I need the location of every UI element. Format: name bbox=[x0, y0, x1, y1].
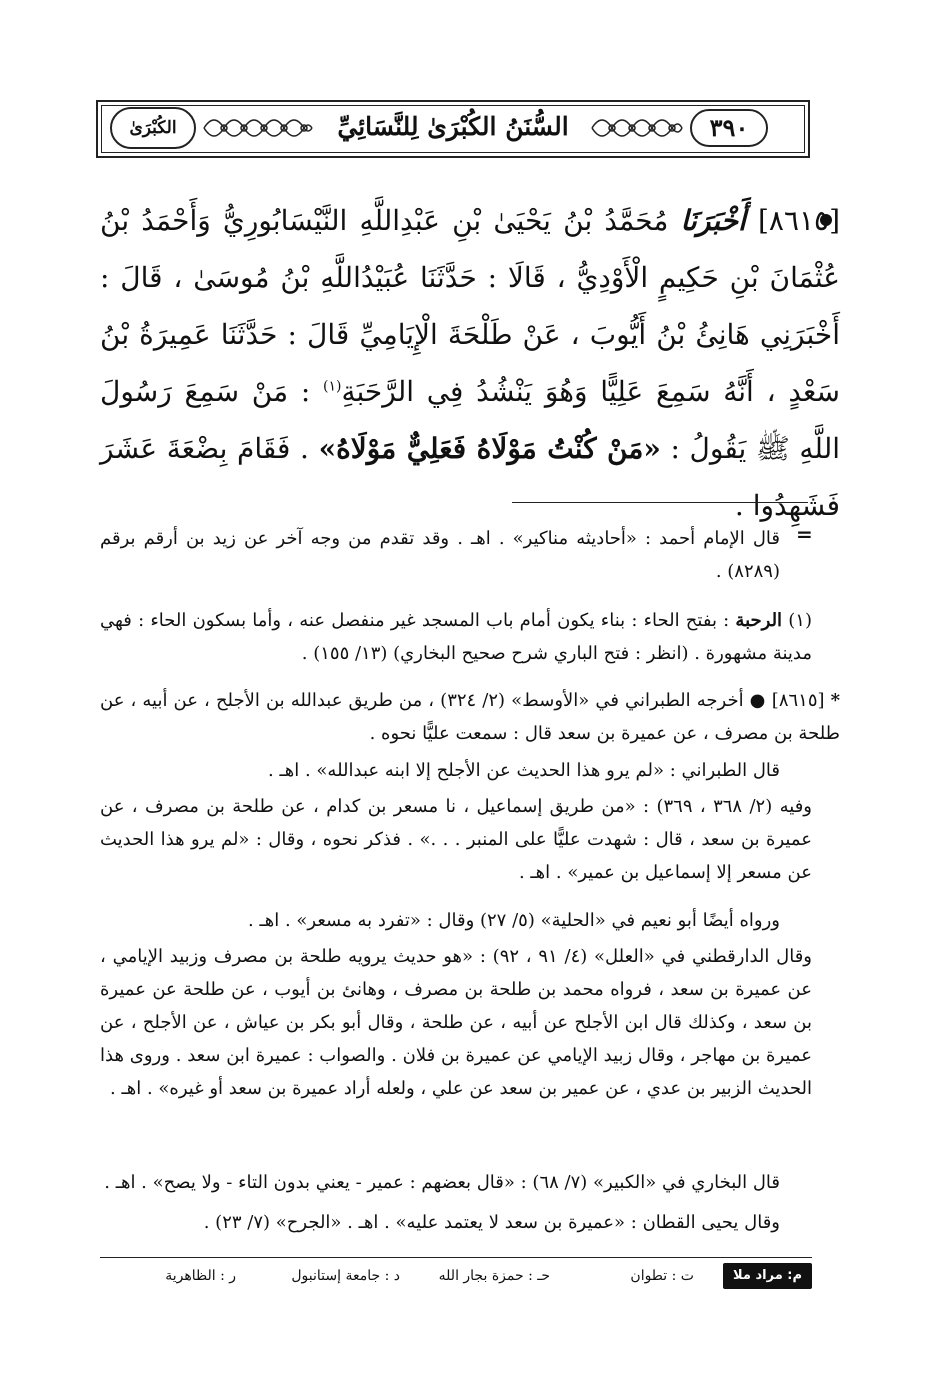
hadith-text-2: : مَنْ سَمِعَ رَسُولَ اللَّهِ ﷺ يَقُولُ : bbox=[100, 375, 841, 465]
manuscript-d: د : جامعة إستانبول bbox=[291, 1268, 400, 1284]
prophet-quote: «مَنْ كُنْتُ مَوْلَاهُ فَعَلِيٌّ مَوْلَاهُ» bbox=[318, 432, 661, 465]
akhbarana-word: أَخْبَرَنَا bbox=[680, 204, 746, 237]
takhrij-text-6: قال البخاري في «الكبير» (٧/ ٦٨) : «قال بعضهم : عمير - يعني بدون التاء - ولا يصح» . اهـ . bbox=[104, 1172, 780, 1193]
footnote-continuation: قال الإمام أحمد : «أحاديثه مناكير» . اهـ . وقد تقدم من وجه آخر عن زيد بن أرقم برقم (٨٢٨٩) . bbox=[100, 528, 780, 582]
footnote-separator bbox=[512, 502, 808, 503]
takhrij-text-7: وقال يحيى القطان : «عميرة بن سعد لا يعتمد عليه» . اهـ . «الجرح» (٧/ ٢٣) . bbox=[203, 1212, 780, 1233]
takhrij-star: * bbox=[830, 690, 841, 711]
footnote-ref: (١) bbox=[323, 378, 342, 395]
hadith-text bbox=[100, 192, 840, 534]
continuation-mark: = bbox=[796, 522, 813, 546]
hadith-number: [٨٦١٥] bbox=[757, 204, 840, 237]
footnote-1-text: : بفتح الحاء : بناء يكون أمام باب المسجد غير منفصل عنه ، وأما بسكون الحاء : فهي مدينة مشهورة . (انظر : فتح الباري شرح صحيح البخاري) (١٣/ ١٥٥) . bbox=[100, 610, 812, 664]
takhrij-block-1 bbox=[100, 684, 840, 750]
footnote-1 bbox=[100, 604, 812, 670]
page-header bbox=[96, 100, 810, 158]
manuscript-t: ت : تطوان bbox=[630, 1268, 694, 1284]
takhrij-text-2: قال الطبراني : «لم يرو هذا الحديث عن الأجلح إلا ابنه عبدالله» . اهـ . bbox=[268, 760, 780, 781]
takhrij-text-3: وفيه (٢/ ٣٦٨ ، ٣٦٩) : «من طريق إسماعيل ، نا مسعر بن كدام ، عن طلحة بن مصرف ، عن عميرة بن سعد ، قال : شهدت عليًّا على المنبر . . .» . فذكر نحوه ، وقال : «لم يرو هذا الحديث عن مسعر إلا إسماعيل بن عمير» . اهـ . bbox=[100, 796, 812, 883]
page-number: ٣٩٠ bbox=[690, 109, 768, 147]
book-title: السُّنَنُ الكُبْرَىٰ لِلنَّسَائِيِّ bbox=[337, 112, 569, 141]
manuscripts-footer bbox=[100, 1263, 812, 1289]
ornament-left-icon bbox=[202, 108, 314, 148]
hadith-text-3: . فَقَامَ بِضْعَةَ عَشَرَ فَشَهِدُوا . bbox=[100, 432, 840, 522]
ornament-right-icon bbox=[588, 108, 684, 148]
takhrij-text-5: وقال الدارقطني في «العلل» (٤/ ٩١ ، ٩٢) : «هو حديث يرويه طلحة بن مصرف وزبيد الإيامي ، عن عميرة بن سعد ، فرواه محمد بن طلحة بن مصرف ، وهانئ بن أيوب ، عن طلحة عن عميرة بن سعد ، وكذلك قال ابن الأجلح عن أبيه ، عن طلحة ، وقال أبو بكر بن عياش ، عن الأجلح ، عن عميرة بن مهاجر ، وقال زبيد الإيامي عن عميرة بن فلان . والصواب : عميرة ابن سعد . وروى هذا الحديث الزبير بن عدي ، عن عمير بن سعد عن علي ، ولعله أراد عميرة بن سعد أو غيره» . اهـ . bbox=[100, 946, 812, 1099]
book-logo: الكُبْرَىٰ bbox=[110, 107, 196, 149]
hadith-chain: مُحَمَّدُ بْنُ يَحْيَىٰ بْنِ عَبْدِاللَّهِ النَّيْسَابُورِيُّ وَأَحْمَدُ بْنُ عُثْمَانَ بْنِ حَكِيمٍ الْأَوْدِيُّ ، قَالَا : حَدَّثَنَا عُبَيْدُاللَّهِ بْنُ مُوسَىٰ ، قَالَ : أَخْبَرَنِي هَانِئُ بْنُ أَيُّوبَ ، عَنْ طَلْحَةَ الْإِيَامِيِّ قَالَ : حَدَّثَنَا عَمِيرَةُ بْنُ سَعْدٍ ، أَنَّهُ سَمِعَ عَلِيًّا وَهُوَ يَنْشُدُ فِي الرَّحَبَةِ bbox=[100, 204, 840, 408]
manuscript-r: ر : الظاهرية bbox=[165, 1268, 236, 1284]
manuscript-h: حـ : حمزة بجار الله bbox=[438, 1268, 550, 1284]
takhrij-number: [٨٦١٥] bbox=[771, 690, 825, 711]
footnote-1-term: الرحبة bbox=[735, 610, 783, 631]
editor-badge: م: مراد ملا bbox=[723, 1263, 812, 1289]
takhrij-text-1: ● أخرجه الطبراني في «الأوسط» (٢/ ٣٢٤) ، من طريق عبدالله بن الأجلح ، عن أبيه ، عن طلحة بن مصرف ، عن عميرة بن سعد قال : سمعت عليًّا نحوه . bbox=[100, 690, 840, 744]
footnote-1-number: (١) bbox=[788, 610, 812, 631]
takhrij-text-4: ورواه أيضًا أبو نعيم في «الحلية» (٥/ ٢٧) وقال : «تفرد به مسعر» . اهـ . bbox=[248, 910, 780, 931]
footer-separator bbox=[100, 1257, 812, 1258]
